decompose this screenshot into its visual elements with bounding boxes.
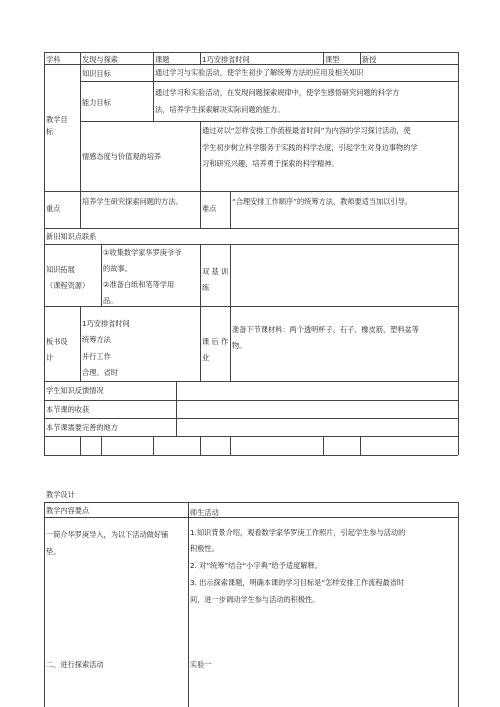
feedback-row-2: 本节课的收获 (46, 405, 90, 414)
design-title: 教学设计 (46, 490, 75, 499)
ability-goal-text-line2: 法，培养学生探索解决实际问题的能力。 (155, 105, 285, 114)
board-line2: 统筹方法 (82, 335, 111, 344)
expansion-item2-line1: ②准备白纸和笔等学用 (103, 280, 175, 289)
expansion-item2-line2: 品。 (103, 296, 118, 305)
knowledge-goal-text: 通过学习与实验活动，使学生初步了解统筹方法的应用及相关知识 (155, 68, 364, 77)
experiment-1: 实验一 (190, 660, 212, 669)
ability-goal-text-line1: 通过学习和实验活动，在发现问题探索规律中，使学生感悟研究问题的科学方 (155, 88, 400, 97)
subject-value: 发现与探索 (82, 55, 118, 64)
type-label: 课型 (325, 55, 340, 64)
goals-label-line2: 标 (46, 127, 54, 136)
topic-label: 课题 (155, 55, 170, 64)
emotion-goal-label: 情感态度与价值观的培养 (82, 152, 162, 161)
emotion-goal-text-line3: 习和研究兴趣，培养勇于探索的科学精神。 (202, 159, 339, 168)
expansion-item1-line1: ①收集数学家华罗庚爷爷 (103, 248, 182, 257)
after-class-label-line1: 课 后 作 (202, 337, 229, 346)
subject-label: 学科 (46, 55, 61, 64)
design-intro-line1: 一简介华罗庚导入，为以下活动做好铺 (46, 530, 169, 539)
connection-label: 新旧知识点联系 (46, 232, 97, 241)
design-col2-header: 师生活动 (190, 508, 219, 517)
after-class-label-line2: 业 (202, 353, 210, 362)
board-line1: 1巧安排省时间 (82, 319, 130, 328)
expansion-label-line2: （课程资源） (46, 281, 90, 290)
emotion-goal-text-line2: 学生初步树立科学服务于实践的科学态度，引起学生对身边事物的学 (202, 143, 418, 152)
difficulty-label: 难点 (202, 204, 217, 213)
activity-3-line2: 间，进一步调动学生参与活动的积极性。 (190, 595, 320, 604)
board-label-line1: 板书设 (46, 337, 68, 346)
board-line4: 合理、省时 (82, 368, 118, 377)
after-class-text-line1: 准备下节课材料：两个透明杯子、石子、橡皮筋、塑料盆等 (232, 325, 419, 334)
keypoint-label: 重点 (46, 204, 61, 213)
after-class-text-line2: 物。 (232, 341, 247, 350)
emotion-goal-text-line1: 通过对以“怎样安排工作流程最省时间”为内容的学习探讨活动，使 (202, 126, 411, 135)
homework-label-line1: 双 基 训 (202, 267, 229, 276)
type-value: 新授 (362, 55, 377, 64)
design-section-2: 二、进行探索活动 (46, 660, 104, 669)
knowledge-goal-label: 知识目标 (82, 69, 111, 78)
activity-3-line1: 3. 出示探索课题，明确本课的学习目标是“怎样安排工作流程最省时 (190, 578, 405, 587)
feedback-row-3: 本节课需要完善的地方 (46, 423, 118, 432)
activity-1-line1: 1.知识背景介绍，观看数学家华罗庚工作照片，引起学生参与活动的 (190, 528, 406, 537)
activity-2: 2. 对“统筹”结合“小字典”给予适度解释。 (190, 561, 322, 570)
board-label-line2: 计 (46, 353, 54, 362)
topic-value: 1巧安排省时间 (202, 55, 250, 64)
feedback-row-1: 学生知识反馈情况 (46, 386, 104, 395)
difficulty-text: “合理安排工作顺序”的统筹方法，教师要适当加以引导。 (232, 197, 412, 206)
homework-label-line2: 练 (202, 283, 210, 292)
board-line3: 并行工作 (82, 352, 111, 361)
ability-goal-label: 能力目标 (82, 98, 111, 107)
expansion-label-line1: 知识拓展 (46, 265, 75, 274)
goals-label-line1: 教学目 (46, 115, 68, 124)
design-col1-header: 教学内容要点 (46, 506, 90, 515)
design-intro-line2: 垫。 (46, 547, 61, 556)
keypoint-text: 培养学生研究探索问题的方法。 (82, 197, 183, 206)
activity-1-line2: 积极性。 (190, 544, 219, 553)
expansion-item1-line2: 的故事。 (103, 264, 132, 273)
